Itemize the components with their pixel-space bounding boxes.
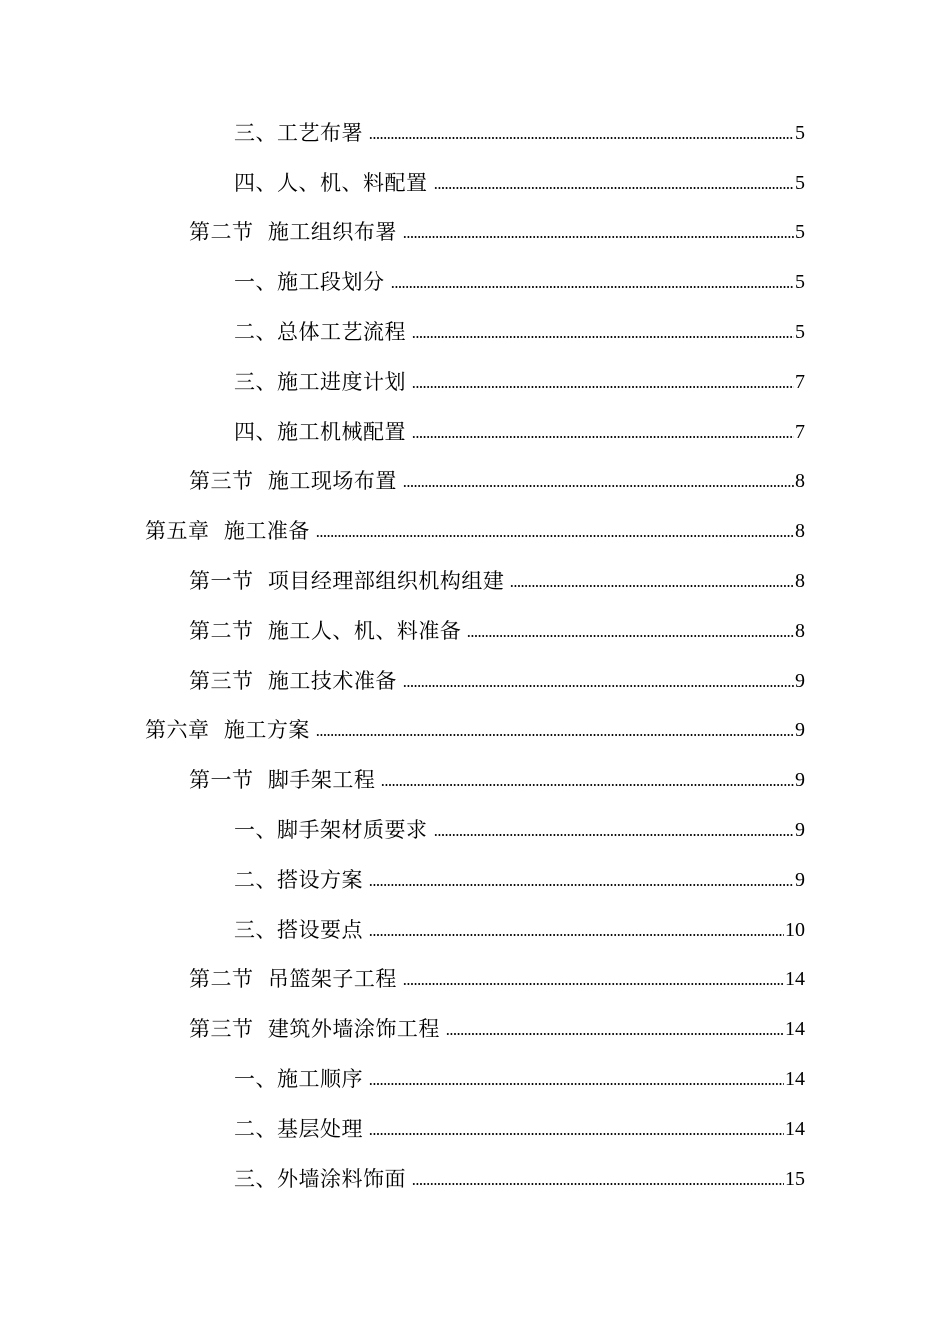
toc-entry[interactable] (0, 505, 950, 555)
toc-entry[interactable] (0, 555, 950, 605)
dot-leader (369, 884, 794, 886)
toc-entry-page: 5 (795, 121, 805, 144)
toc-entry[interactable] (0, 306, 950, 356)
dot-leader (369, 1083, 784, 1085)
toc-entry-page: 5 (795, 321, 805, 344)
toc-entry[interactable] (0, 406, 950, 456)
dot-leader (403, 983, 784, 985)
dot-leader (434, 834, 795, 836)
toc-entry[interactable] (0, 605, 950, 655)
toc-entry-title: 一、施工顺序 (234, 1067, 363, 1092)
toc-entry-page: 9 (795, 669, 805, 692)
toc-entry[interactable] (0, 954, 950, 1004)
toc-entry-title: 三、外墙涂料饰面 (234, 1166, 406, 1191)
dot-leader (403, 485, 794, 487)
toc-entry-page: 5 (795, 221, 805, 244)
toc-entry[interactable] (0, 356, 950, 406)
toc-entry-page: 8 (795, 570, 805, 593)
toc-entry[interactable] (0, 754, 950, 804)
toc-entry-page: 14 (785, 1117, 805, 1140)
dot-leader (403, 236, 794, 238)
dot-leader (403, 685, 794, 687)
toc-entry-page: 7 (795, 420, 805, 443)
toc-entry-title: 二、总体工艺流程 (234, 320, 406, 345)
dot-leader (391, 286, 795, 288)
toc-entry-page: 8 (795, 619, 805, 642)
toc-entry[interactable] (0, 655, 950, 705)
toc-entry-title: 第三节 施工现场布置 (189, 469, 397, 494)
toc-entry-title: 第三节 施工技术准备 (189, 668, 397, 693)
toc-entry-title: 二、搭设方案 (234, 867, 363, 892)
toc-entry-page: 14 (785, 1018, 805, 1041)
toc-entry[interactable] (0, 256, 950, 306)
toc-entry-title: 二、基层处理 (234, 1116, 363, 1141)
dot-leader (434, 187, 795, 189)
toc-entry-title: 第三节 建筑外墙涂饰工程 (189, 1017, 440, 1042)
toc-entry[interactable] (0, 854, 950, 904)
toc-entry-page: 5 (795, 171, 805, 194)
toc-entry-title: 第一节 脚手架工程 (189, 768, 376, 793)
toc-entry-page: 9 (795, 868, 805, 891)
toc-entry[interactable] (0, 804, 950, 854)
toc-entry-title: 第二节 施工组织布署 (189, 220, 397, 245)
toc-entry-page: 5 (795, 271, 805, 294)
toc-entry[interactable] (0, 1153, 950, 1203)
toc-entry[interactable] (0, 456, 950, 506)
toc-entry[interactable] (0, 1053, 950, 1103)
dot-leader (467, 635, 794, 637)
toc-entry-title: 三、搭设要点 (234, 917, 363, 942)
toc-entry[interactable] (0, 107, 950, 157)
dot-leader (369, 137, 794, 139)
toc-entry-page: 9 (795, 719, 805, 742)
toc-entry[interactable] (0, 1103, 950, 1153)
dot-leader (446, 1033, 784, 1035)
toc-entry-page: 14 (785, 968, 805, 991)
dot-leader (316, 535, 794, 537)
dot-leader (381, 784, 794, 786)
toc-entry-title: 一、脚手架材质要求 (234, 818, 428, 843)
toc-entry-page: 9 (795, 819, 805, 842)
toc-entry-title: 四、施工机械配置 (234, 419, 406, 444)
toc-entry-page: 10 (785, 918, 805, 941)
toc-entry-title: 三、工艺布署 (234, 120, 363, 145)
toc-entry-title: 一、施工段划分 (234, 270, 385, 295)
toc-entry-page: 8 (795, 520, 805, 543)
toc-entry-title: 第二节 施工人、机、料准备 (189, 618, 462, 643)
toc-entry[interactable] (0, 904, 950, 954)
dot-leader (316, 734, 794, 736)
toc-entry-title: 第一节 项目经理部组织机构组建 (189, 569, 505, 594)
toc-entry-title: 四、人、机、料配置 (234, 170, 428, 195)
toc-entry[interactable] (0, 1003, 950, 1053)
toc-entry-page: 15 (785, 1167, 805, 1190)
dot-leader (412, 436, 794, 438)
toc-entry-title: 第五章 施工准备 (145, 519, 310, 544)
dot-leader (369, 934, 784, 936)
toc-entry-page: 9 (795, 769, 805, 792)
dot-leader (510, 585, 794, 587)
toc-entry[interactable] (0, 157, 950, 207)
toc-entry-title: 第二节 吊篮架子工程 (189, 967, 397, 992)
dot-leader (412, 1183, 784, 1185)
dot-leader (412, 336, 794, 338)
toc-entry-page: 8 (795, 470, 805, 493)
dot-leader (412, 386, 794, 388)
toc-entry-page: 14 (785, 1068, 805, 1091)
dot-leader (369, 1133, 784, 1135)
toc-entry[interactable] (0, 207, 950, 257)
toc-entry-title: 第六章 施工方案 (145, 718, 310, 743)
table-of-contents (0, 107, 950, 1203)
toc-entry-title: 三、施工进度计划 (234, 369, 406, 394)
toc-entry[interactable] (0, 705, 950, 755)
toc-entry-page: 7 (795, 370, 805, 393)
